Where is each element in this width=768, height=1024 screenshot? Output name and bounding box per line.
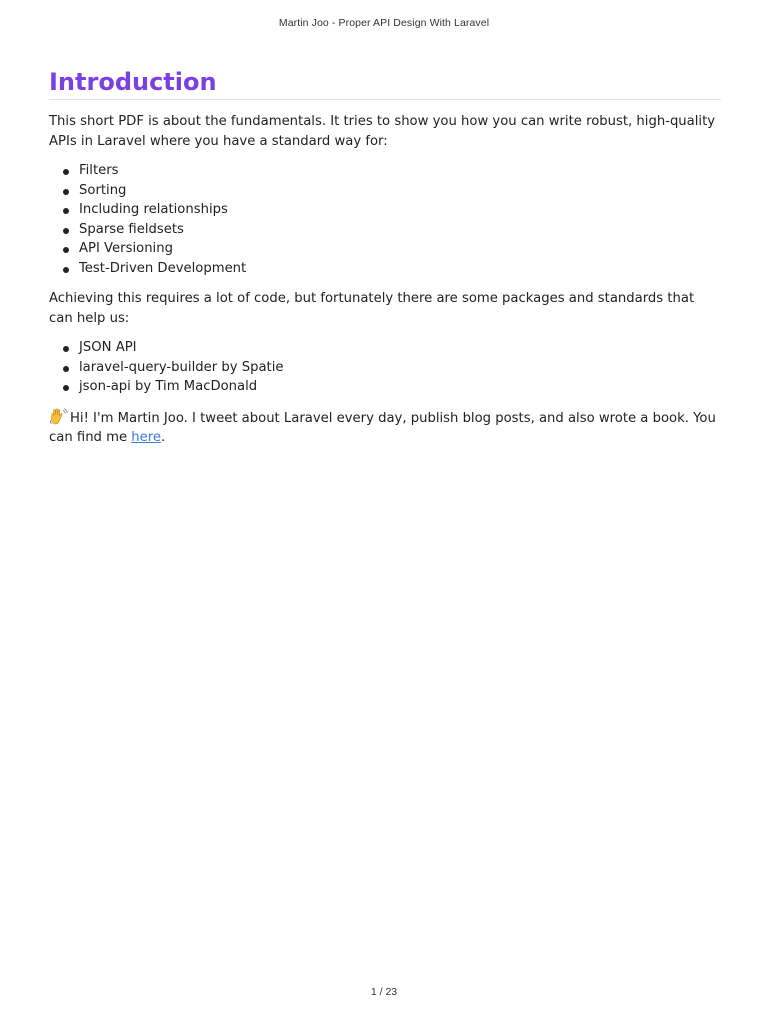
list-item [49,358,721,378]
author-text-end: . [160,430,166,445]
list-item-text: Sorting [79,182,127,198]
here-link[interactable]: here [131,430,161,445]
bullet-icon [63,366,69,372]
achieving-paragraph: Achieving this requires a lot of code, but fortunately there are some packages and standards that can help us: [49,291,695,326]
page-number: 1 / 23 [370,986,398,998]
list-item-text: laravel-query-builder by Spatie [79,359,284,375]
list-item-text: API Versioning [79,241,173,256]
list-item-text: json-api by Tim MacDonald [79,379,258,394]
waving-hand-icon [49,408,68,425]
list-item [49,239,721,259]
list-item-text: Filters [79,163,119,178]
list-item-text: Test-Driven Development [79,260,247,276]
running-header: Martin Joo - Proper API Design With Laravel [278,17,490,29]
bullet-icon [63,385,69,391]
author-text: Hi! I'm Martin Joo. I tweet about Laravel every day, publish blog posts, and also wrote a book. You can find me [49,410,716,445]
author-paragraph [49,408,721,448]
list-item-text: JSON API [79,340,137,355]
bullet-icon [63,228,69,234]
list-item-text: Sparse fieldsets [79,221,184,237]
list-item-text: Including relationships [79,202,228,217]
list-item [49,181,721,201]
bullet-icon [63,267,69,273]
section-title: Introduction [49,66,721,100]
intro-paragraph: This short PDF is about the fundamentals. It tries to show you how you can write robust, high-quality APIs in Laravel where you have a standard way for: [49,114,716,149]
list-item [49,161,721,181]
list-item [49,377,721,397]
page-content [49,66,721,448]
list-item [49,200,721,220]
list-item [49,259,721,279]
packages-list [49,338,721,397]
bullet-icon [63,208,69,214]
bullet-icon [63,346,69,352]
bullet-icon [63,247,69,253]
list-item [49,338,721,358]
bullet-icon [63,189,69,195]
list-item [49,220,721,240]
topics-list [49,161,721,278]
bullet-icon [63,169,69,175]
